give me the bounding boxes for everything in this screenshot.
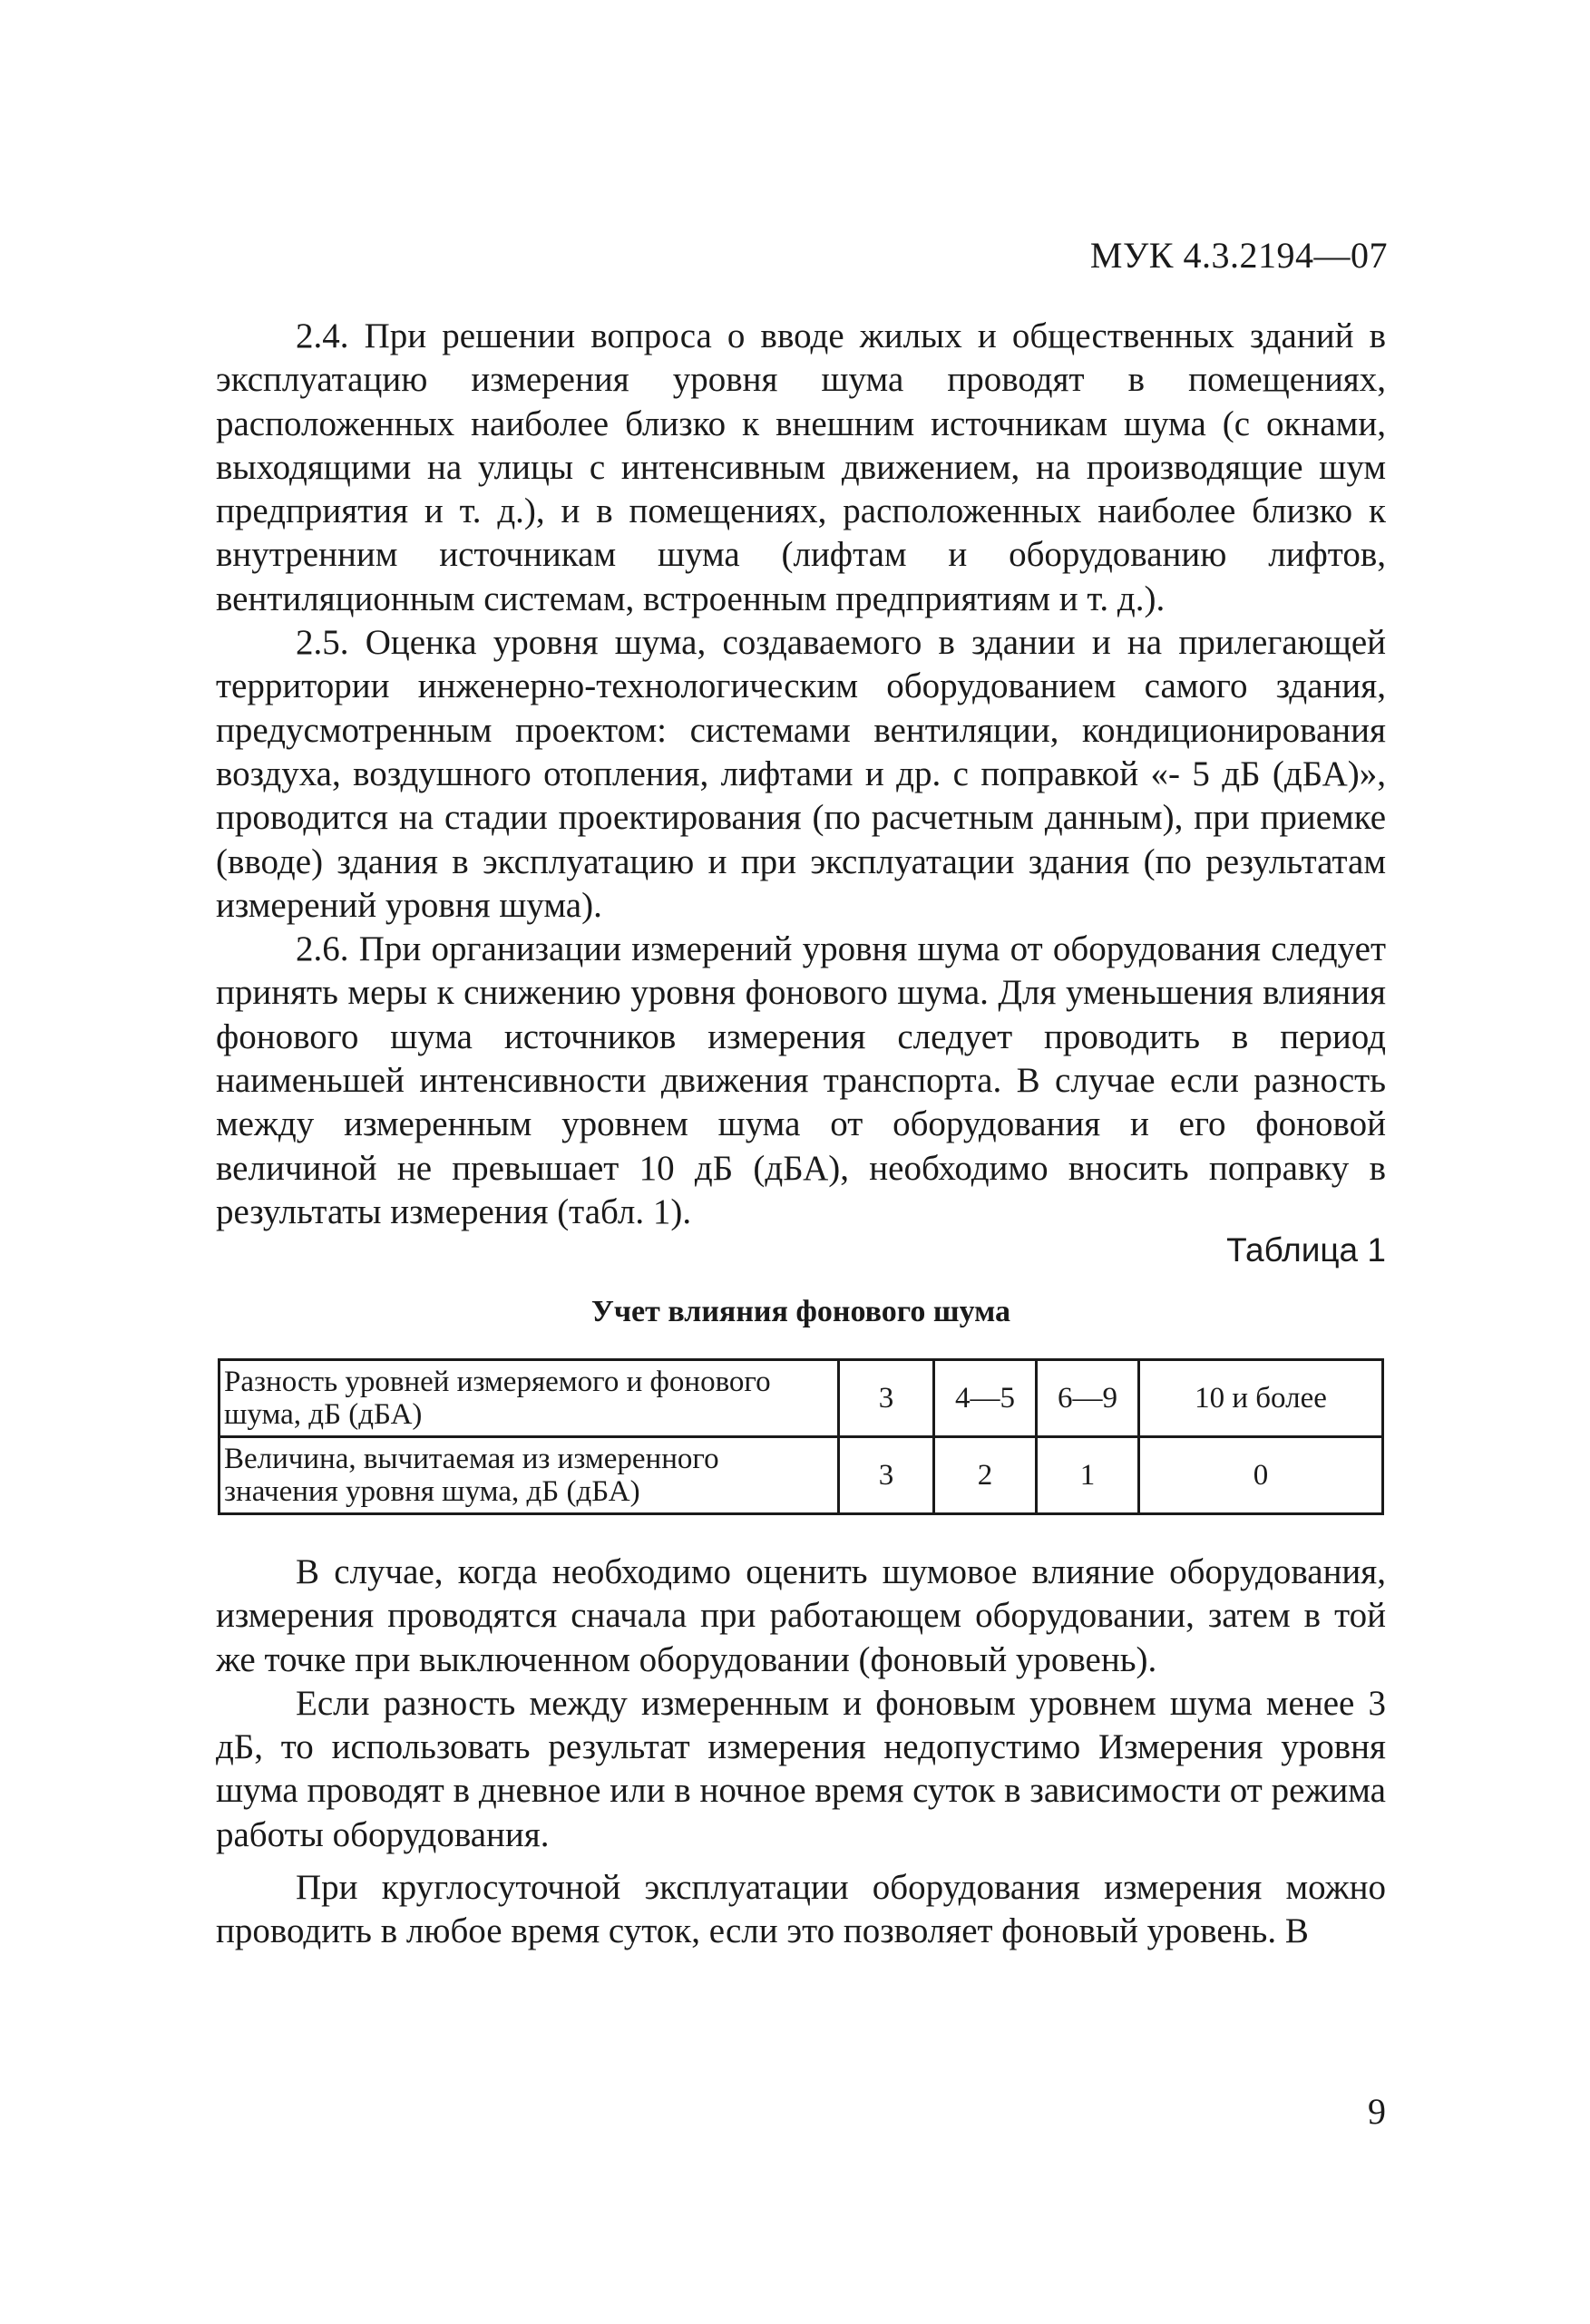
paragraph: При круглосуточной эксплуатации оборудования измерения можно проводить в любое время суток, если это позволяет фоновый уровень. В <box>216 1868 1386 1951</box>
table-label: Таблица 1 <box>1226 1231 1386 1269</box>
table-cell: 2 <box>934 1437 1037 1514</box>
paragraph: Если разность между измеренным и фоновым уровнем шума менее 3 дБ, то использовать результат измерения недопустимо Измерения уровня шума проводят в дневное или в ночное время суток в зависимости от режима работы оборудования. <box>216 1683 1386 1854</box>
table-caption: Учет влияния фонового шума <box>590 1295 1011 1328</box>
table-cell: 6—9 <box>1037 1360 1139 1437</box>
table-row <box>219 1437 1383 1514</box>
table-cell: 1 <box>1037 1437 1139 1514</box>
table-cell: 10 и более <box>1139 1360 1383 1437</box>
noise-correction-table <box>218 1358 1384 1515</box>
text-block-top <box>216 315 1386 1234</box>
table-row <box>219 1360 1383 1437</box>
table-cell: 3 <box>839 1437 934 1514</box>
paragraph-2-6: 2.6. При организации измерений уровня шума от оборудования следует принять меры к снижению уровня фонового шума. Для уменьшения влияния фонового шума источников измерения следует проводить в период наименьшей интенсивности движения транспорта. В случае если разность между измеренным уровнем шума от оборудования и его фоновой величиной не превышает 10 дБ (дБА), необходимо вносить поправку в результаты измерения (табл. 1). <box>216 929 1386 1231</box>
text-block-bottom <box>216 1551 1386 1954</box>
paragraph: В случае, когда необходимо оценить шумовое влияние оборудования, измерения проводятся сначала при работающем оборудовании, затем в той же точке при выключенном оборудовании (фоновый уровень). <box>216 1552 1386 1679</box>
table-cell: 0 <box>1139 1437 1383 1514</box>
table-cell: 3 <box>839 1360 934 1437</box>
document-code: МУК 4.3.2194—07 <box>1089 235 1388 276</box>
page-number: 9 <box>1368 2091 1386 2132</box>
paragraph-2-5: 2.5. Оценка уровня шума, создаваемого в здании и на прилегающей территории инженерно-технологическим оборудованием самого здания, предусмотренным проектом: системами вентиляции, кондиционирования воздуха, воздушного отопления, лифтами и др. с поправкой «- 5 дБ (дБА)», проводится на стадии проектирования (по расчетным данным), при приемке (вводе) здания в эксплуатацию и при эксплуатации здания (по результатам измерений уровня шума). <box>216 623 1386 925</box>
paragraph-2-4: 2.4. При решении вопроса о вводе жилых и общественных зданий в эксплуатацию измерения уровня шума проводят в помещениях, расположенных наиболее близко к внешним источникам шума (с окнами, выходящими на улицы с интенсивным движением, на производящие шум предприятия и т. д.), и в помещениях, расположенных наиболее близко к внутренним источникам шума (лифтам и оборудованию лифтов, вентиляционным системам, встроенным предприятиям и т. д.). <box>216 316 1386 618</box>
table-row-label: Величина, вычитаемая из измеренного значения уровня шума, дБ (дБА) <box>219 1437 839 1514</box>
table-cell: 4—5 <box>934 1360 1037 1437</box>
table-row-label: Разность уровней измеряемого и фонового шума, дБ (дБА) <box>219 1360 839 1437</box>
